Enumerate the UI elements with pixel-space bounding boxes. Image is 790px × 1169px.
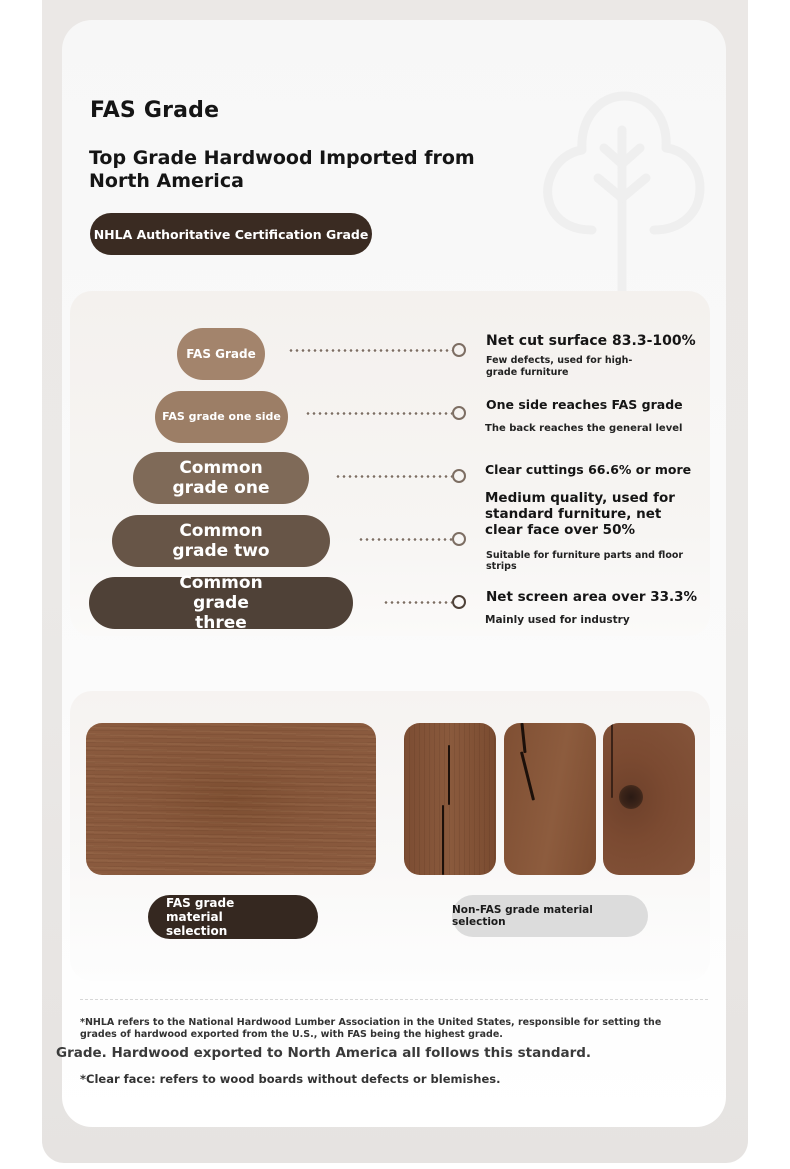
grade-desc-sub: Few defects, used for high-grade furniture bbox=[486, 355, 633, 378]
grade-pill-common-one bbox=[133, 452, 309, 504]
grade-pill-label: Common grade one bbox=[172, 458, 270, 498]
footnote-nhla: *NHLA refers to the National Hardwood Lumber Association in the United States, responsible for setting the grades of hardwood exported from the U.S., with FAS being the highest grade. bbox=[80, 1017, 662, 1040]
tree-icon bbox=[532, 82, 712, 292]
connector-ring-icon bbox=[452, 595, 466, 609]
grade-pill-label: FAS Grade bbox=[186, 347, 256, 361]
non-fas-board-image-cracked bbox=[404, 723, 496, 875]
footnote-clear-face: *Clear face: refers to wood boards without defects or blemishes. bbox=[80, 1072, 501, 1086]
crack-mark bbox=[611, 723, 613, 798]
dashed-divider bbox=[80, 999, 708, 1000]
fas-grade-card bbox=[62, 20, 726, 1127]
crack-mark bbox=[520, 751, 535, 800]
connector-dots bbox=[288, 349, 452, 352]
crack-mark bbox=[448, 745, 450, 805]
grade-desc-sub: Suitable for furniture parts and floor strips bbox=[486, 550, 684, 572]
grade-pill-common-three bbox=[89, 573, 353, 633]
knot-mark bbox=[619, 785, 643, 809]
grade-pill-label: FAS grade one side bbox=[162, 410, 281, 423]
grade-pill-common-two bbox=[112, 515, 330, 567]
grade-desc-title: Medium quality, used for standard furniture, net clear face over 50% bbox=[485, 490, 675, 538]
connector-ring-icon bbox=[452, 532, 466, 546]
crack-mark bbox=[520, 723, 526, 753]
connector-dots bbox=[358, 538, 452, 541]
connector-dots bbox=[335, 475, 452, 478]
connector-ring-icon bbox=[452, 469, 466, 483]
page-title: FAS Grade bbox=[90, 98, 220, 123]
grade-desc-title: One side reaches FAS grade bbox=[486, 397, 683, 412]
fas-board-image bbox=[86, 723, 376, 875]
non-fas-board-image-knot bbox=[603, 723, 695, 875]
grade-pyramid-panel bbox=[70, 291, 710, 636]
grade-desc-sub: The back reaches the general level bbox=[485, 423, 683, 434]
grade-desc-title: Net screen area over 33.3% bbox=[486, 589, 698, 605]
connector-ring-icon bbox=[452, 406, 466, 420]
grade-pill-fas bbox=[177, 328, 265, 380]
footnote-nhla-continued: Grade. Hardwood exported to North America all follows this standard. bbox=[56, 1045, 592, 1061]
certification-badge: NHLA Authoritative Certification Grade bbox=[90, 213, 372, 255]
connector-dots bbox=[383, 601, 452, 604]
connector-dots bbox=[305, 412, 452, 415]
non-fas-board-image-split bbox=[504, 723, 596, 875]
non-fas-material-selection-label bbox=[452, 895, 648, 937]
grade-pill-fas-one-side bbox=[155, 391, 288, 443]
material-sample-panel bbox=[70, 691, 710, 981]
fas-material-selection-label bbox=[148, 895, 318, 939]
crack-mark bbox=[442, 805, 444, 875]
page-subtitle: Top Grade Hardwood Imported from North America bbox=[89, 147, 475, 192]
non-fas-selection-text: Non-FAS grade material selection bbox=[452, 904, 593, 928]
grade-desc-title: Clear cuttings 66.6% or more bbox=[485, 462, 692, 477]
grade-pill-label: Common grade two bbox=[172, 521, 270, 561]
grade-desc-sub: Mainly used for industry bbox=[485, 614, 630, 626]
grade-pill-label: Common grade three bbox=[179, 573, 263, 633]
grade-desc-title: Net cut surface 83.3-100% bbox=[486, 333, 696, 349]
connector-ring-icon bbox=[452, 343, 466, 357]
fas-selection-text: FAS grade material selection bbox=[166, 896, 235, 938]
